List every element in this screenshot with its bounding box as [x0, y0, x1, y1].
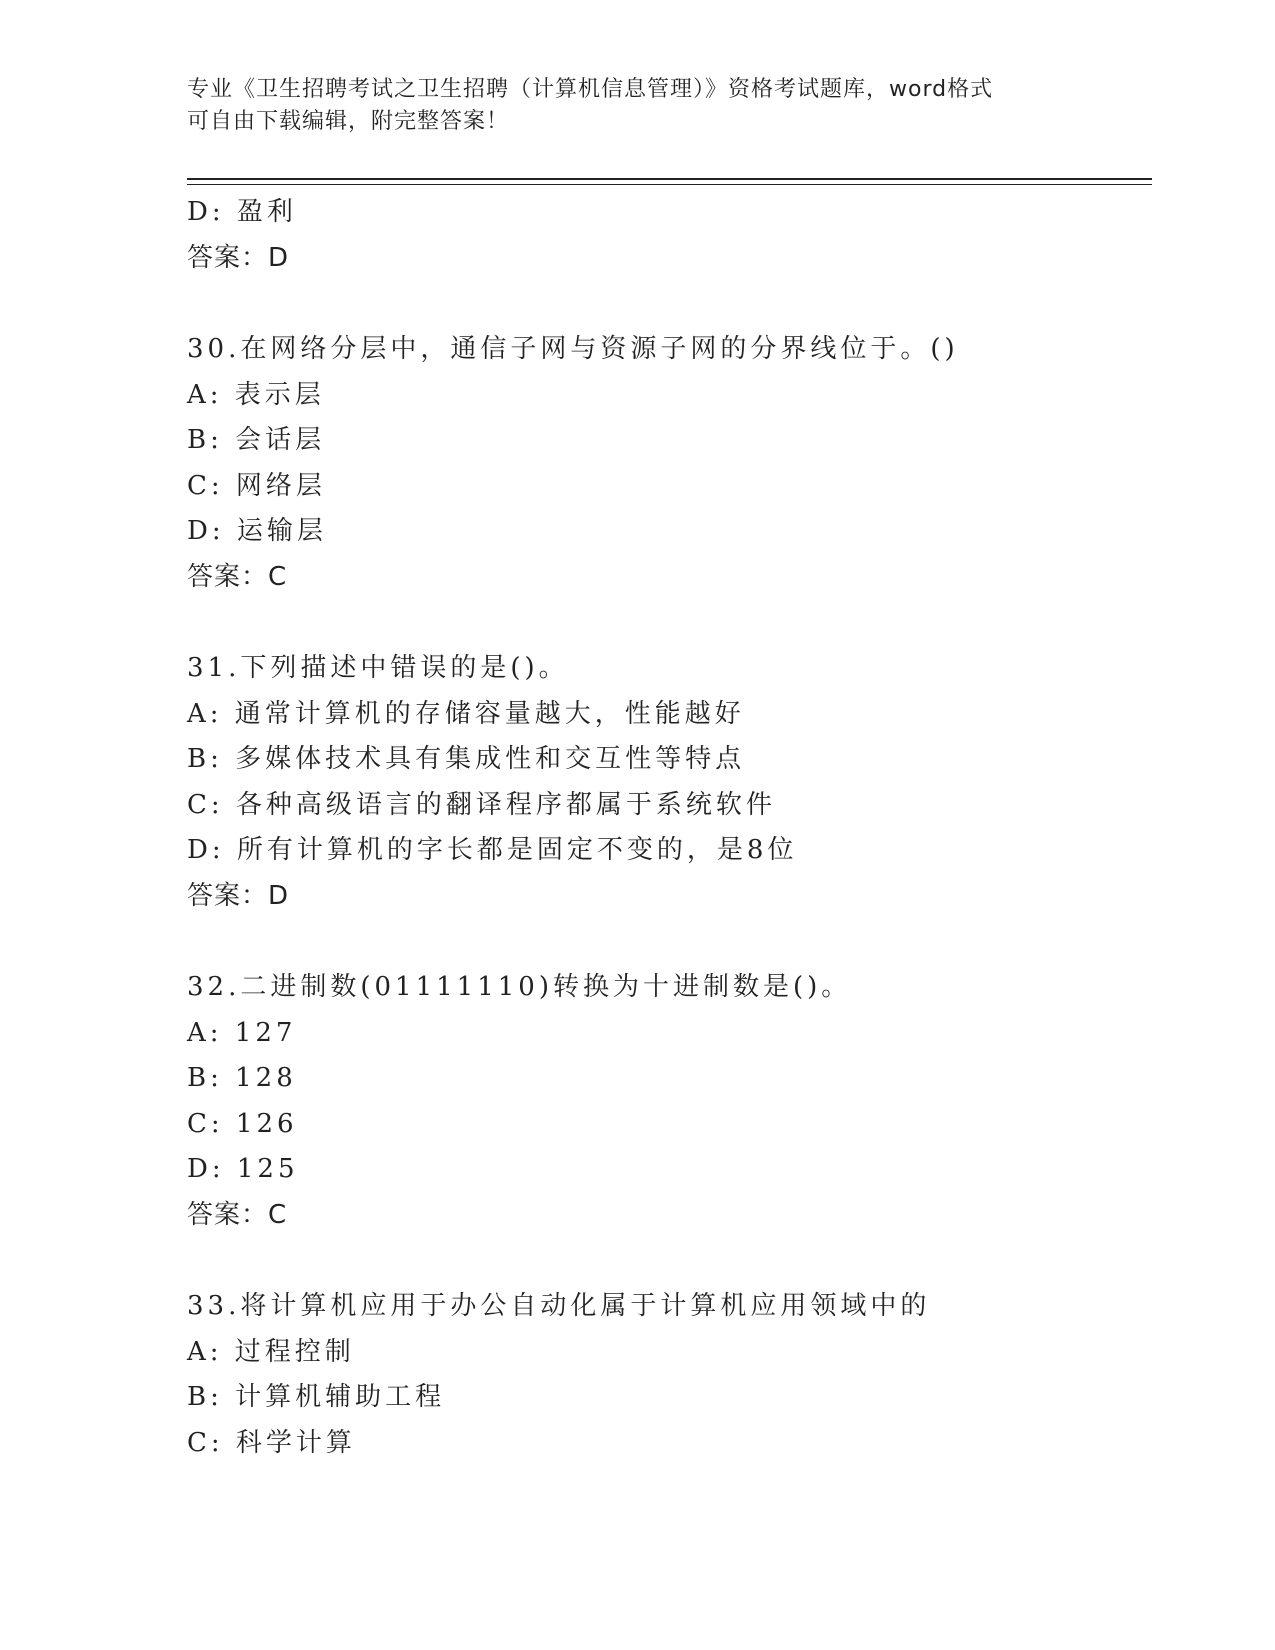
header-line-1: 专业《卫生招聘考试之卫生招聘（计算机信息管理）》资格考试题库，word格式	[187, 77, 994, 102]
question-list	[187, 190, 1152, 1466]
spacer	[187, 919, 1152, 965]
question-stem: 30.在网络分层中，通信子网与资源子网的分界线位于。()	[187, 334, 959, 364]
answer: 答案：C	[187, 561, 288, 592]
question-stem: 33.将计算机应用于办公自动化属于计算机应用领域中的	[187, 1291, 931, 1321]
spacer	[187, 281, 1152, 327]
document-header	[187, 74, 1087, 138]
answer: 答案：C	[187, 1199, 288, 1230]
spacer	[187, 600, 1152, 646]
question-31	[187, 646, 1152, 919]
question-stem: 31.下列描述中错误的是()。	[187, 653, 569, 683]
question-stem: 32.二进制数(01111110)转换为十进制数是()。	[187, 972, 852, 1002]
header-divider-thick	[187, 178, 1152, 180]
option-a: A: 通常计算机的存储容量越大，性能越好	[187, 698, 745, 729]
header-divider-thin	[187, 184, 1152, 185]
option-d: D: 运输层	[187, 516, 327, 546]
question-29	[187, 190, 1152, 281]
option-d: D: 盈利	[187, 197, 297, 227]
option-c: C: 网络层	[187, 470, 326, 501]
option-c: C: 科学计算	[187, 1427, 356, 1458]
answer: 答案：D	[187, 880, 290, 911]
option-a: A: 表示层	[187, 379, 325, 410]
option-c: C: 126	[187, 1108, 298, 1139]
option-b: B: 会话层	[187, 425, 326, 455]
option-a: A: 127	[187, 1017, 297, 1048]
option-b: B: 计算机辅助工程	[187, 1382, 446, 1412]
spacer	[187, 1238, 1152, 1284]
header-line-2: 可自由下载编辑，附完整答案！	[187, 109, 510, 134]
question-32	[187, 965, 1152, 1238]
option-d: D: 所有计算机的字长都是固定不变的，是8位	[187, 835, 798, 865]
option-c: C: 各种高级语言的翻译程序都属于系统软件	[187, 789, 776, 820]
option-b: B: 128	[187, 1063, 297, 1093]
option-d: D: 125	[187, 1154, 299, 1184]
option-a: A: 过程控制	[187, 1336, 355, 1367]
question-33	[187, 1284, 1152, 1466]
question-30	[187, 327, 1152, 600]
option-b: B: 多媒体技术具有集成性和交互性等特点	[187, 744, 746, 774]
answer: 答案：D	[187, 242, 290, 273]
